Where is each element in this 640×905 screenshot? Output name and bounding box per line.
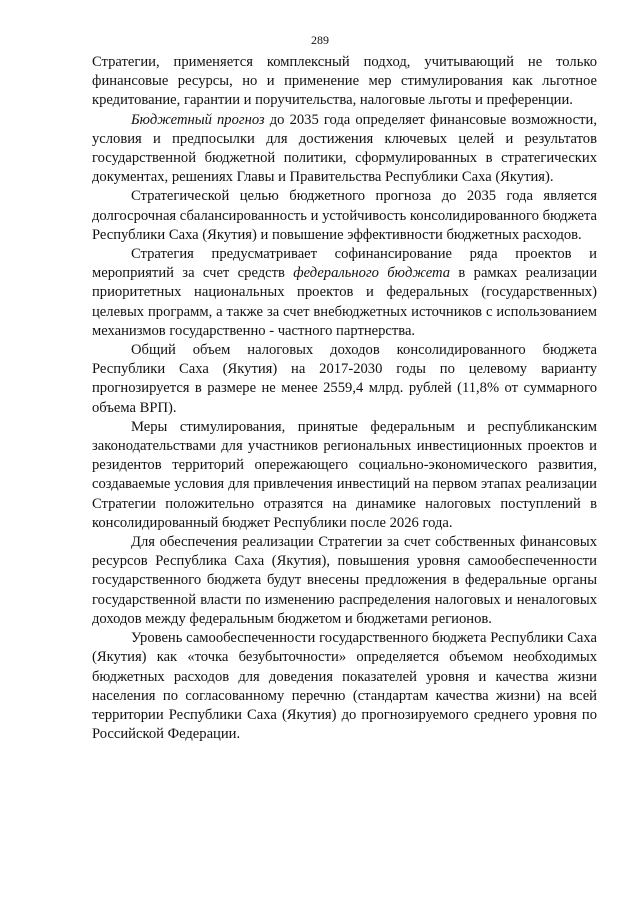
paragraph: Для обеспечения реализации Стратегии за счет собственных финансовых ресурсов Республика Саха (Якутия), повышения уровня самообеспеченности государственного бюджета будут внесены предложения в федеральные органы государственной власти по изменению распределения налоговых и неналоговых доходов между федеральным бюджетом и бюджетами регионов. <box>92 534 597 627</box>
paragraph: Общий объем налоговых доходов консолидированного бюджета Республики Саха (Якутия) на 2017-2030 годы по целевому варианту прогнозируется в размере не менее 2559,4 млрд. рублей (11,8% от суммарного объема ВРП). <box>92 342 597 416</box>
paragraph: Меры стимулирования, принятые федеральным и республиканским законодательствами для участников региональных инвестиционных проектов и резидентов территорий опережающего социально-экономического развития, создаваемые условия для привлечения инвестиций на первом этапах реализации Стратегии положительно отразятся на динамике налоговых поступлений в консолидированный бюджет Республики после 2026 года. <box>92 418 597 531</box>
paragraph <box>92 245 597 341</box>
emphasis-text: Бюджетный прогноз <box>131 111 265 128</box>
paragraph-text: до 2035 года определяет финансовые возможности, условия и предпосылки для достижения ключевых целей и результатов государственной бюджетной политики, сформулированных в стратегических документах, решениях Главы и Правительства Республики Саха (Якутия). <box>92 111 597 186</box>
paragraph <box>92 111 597 188</box>
paragraph-text: в рамках реализации приоритетных национальных проектов и федеральных (государственных) целевых программ, а также за счет внебюджетных источников с использованием механизмов государственно - частного партнерства. <box>92 265 598 339</box>
paragraph: Уровень самообеспеченности государственного бюджета Республики Саха (Якутия) как «точка безубыточности» определяется объемом необходимых бюджетных расходов для доведения показателей уровня и качества жизни населения по согласованному перечню (стандартам качества жизни) на всей территории Республики Саха (Якутия) до прогнозируемого среднего уровня по Российской Федерации. <box>92 630 597 743</box>
paragraph: Стратегии, применяется комплексный подход, учитывающий не только финансовые ресурсы, но и применение мер стимулирования как льготное кредитование, гарантии и поручительства, налоговые льготы и преференции. <box>92 54 597 109</box>
body-text <box>92 53 597 744</box>
paragraph-text: Стратегия предусматривает софинансирование ряда проектов и мероприятий за счет средств <box>92 246 597 282</box>
page-number: 289 <box>311 33 329 47</box>
paragraph: Стратегической целью бюджетного прогноза до 2035 года является долгосрочная сбалансированность и устойчивость консолидированного бюджета Республики Саха (Якутия) и повышение эффективности бюджетных расходов. <box>92 188 597 243</box>
emphasis-text: федерального бюджета <box>293 265 451 282</box>
